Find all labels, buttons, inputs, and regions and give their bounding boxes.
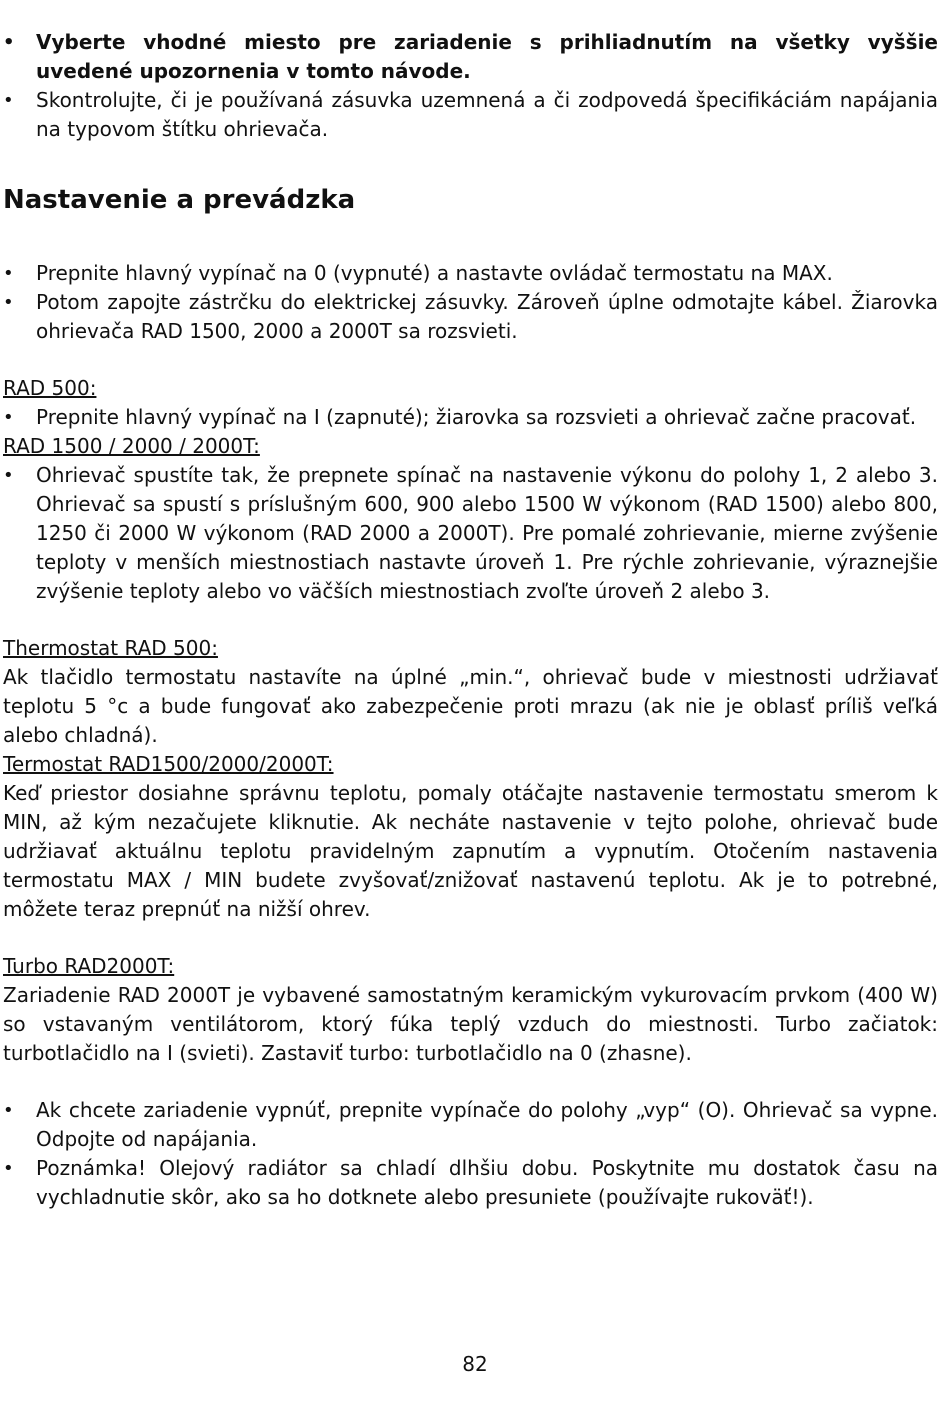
setup-bullet-list <box>3 259 938 346</box>
section-title: Nastavenie a prevádzka <box>3 185 356 215</box>
list-item: • Vyberte vhodné miesto pre zariadenie s prihliadnutím na všetky vyššie uvedené upozornenia v tomto návode. <box>3 28 938 86</box>
turbo-heading: Turbo RAD2000T: <box>3 954 175 978</box>
list-item: • Skontrolujte, či je používaná zásuvka uzemnená a či zodpovedá špecifikáciám napájania na typovom štítku ohrievača. <box>3 86 938 144</box>
rad500-heading: RAD 500: <box>3 376 97 400</box>
list-item: • Ak chcete zariadenie vypnúť, prepnite vypínače do polohy „vyp“ (O). Ohrievač sa vypne. Odpojte od napájania. <box>3 1096 938 1154</box>
list-item: • Poznámka! Olejový radiátor sa chladí dlhšiu dobu. Poskytnite mu dostatok času na vychladnutie skôr, ako sa ho dotknete alebo presuniete (používajte rukoväť!). <box>3 1154 938 1212</box>
list-item: • Ohrievač spustíte tak, že prepnete spínač na nastavenie výkonu do polohy 1, 2 alebo 3. Ohrievač sa spustí s príslušným 600, 900 alebo 1500 W výkonom (RAD 1500) alebo 800, 1250 či 2000 W výkonom (RAD 2000 a 2000T). Pre pomalé zohrievanie, mierne zvýšenie teploty v menších miestnostiach nastavte úroveň 1. Pre rýchle zohrievanie, výraznejšie zvýšenie teploty alebo vo väčších miestnostiach zvoľte úroveň 2 alebo 3. <box>3 461 938 606</box>
list-item: • Prepnite hlavný vypínač na I (zapnuté); žiarovka sa rozsvieti a ohrievač začne pracovať. <box>3 403 938 432</box>
turbo-text: Zariadenie RAD 2000T je vybavené samostatným keramickým vykurovacím prvkom (400 W) so vstavaným ventilátorom, ktorý fúka teplý vzduch do miestnosti. Turbo začiatok: turbotlačidlo na I (svieti). Zastaviť turbo: turbotlačidlo na 0 (zhasne). <box>3 983 938 1065</box>
thermostat1500-heading: Termostat RAD1500/2000/2000T: <box>3 752 334 776</box>
thermostat1500-text: Keď priestor dosiahne správnu teplotu, pomaly otáčajte nastavenie termostatu smerom k MIN, až kým nezačujete kliknutie. Ak necháte nastavenie v tejto polohe, ohrievač bude udržiavať aktuálnu teplotu pravidelným zapnutím a vypnutím. Otočením nastavenia termostatu MAX / MIN budete zvyšovať/znižovať nastavenú teplotu. Ak je to potrebné, môžete teraz prepnúť na nižší ohrev. <box>3 781 938 921</box>
document-page <box>3 28 938 1212</box>
final-bullet-list <box>3 1096 938 1212</box>
intro-bullet-list <box>3 28 938 144</box>
list-item: • Prepnite hlavný vypínač na 0 (vypnuté) a nastavte ovládač termostatu na MAX. <box>3 259 938 288</box>
rad500-bullet-list <box>3 403 938 432</box>
thermostat500-text: Ak tlačidlo termostatu nastavíte na úplné „min.“, ohrievač bude v miestnosti udržiavať teplotu 5 °c a bude fungovať ako zabezpečenie proti mrazu (ak nie je oblasť príliš veľká alebo chladná). <box>3 665 938 747</box>
thermostat500-heading: Thermostat RAD 500: <box>3 636 218 660</box>
rad1500-bullet-list <box>3 461 938 606</box>
rad1500-heading: RAD 1500 / 2000 / 2000T: <box>3 434 260 458</box>
page-number: 82 <box>462 1352 488 1376</box>
list-item: • Potom zapojte zástrčku do elektrickej zásuvky. Zároveň úplne odmotajte kábel. Žiarovka ohrievača RAD 1500, 2000 a 2000T sa rozsvieti. <box>3 288 938 346</box>
